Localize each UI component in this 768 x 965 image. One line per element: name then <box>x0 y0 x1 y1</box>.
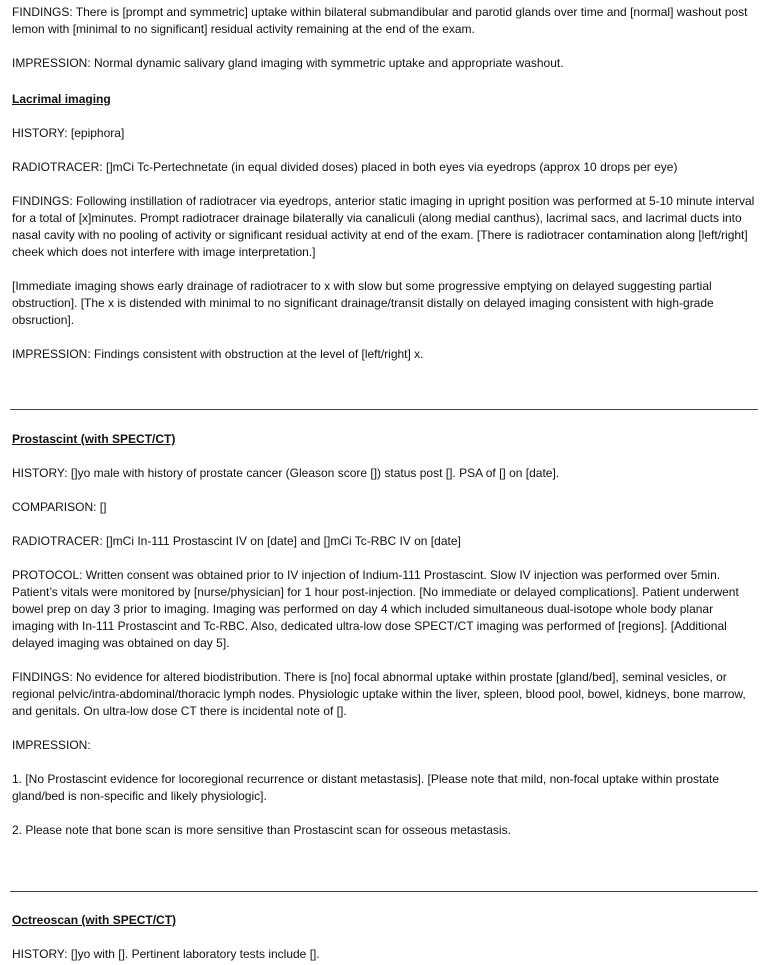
lacrimal-section <box>12 91 758 380</box>
octreoscan-section <box>12 912 758 963</box>
prostascint-heading: Prostascint (with SPECT/CT) <box>12 432 176 446</box>
prostascint-section <box>12 431 758 856</box>
prostascint-impression-label: IMPRESSION: <box>12 738 91 752</box>
prostascint-comparison: COMPARISON: [] <box>12 500 107 514</box>
lacrimal-radiotracer: RADIOTRACER: []mCi Tc-Pertechnetate (in equal divided doses) placed in both eyes via eyedrops (approx 10 drops per eye) <box>12 160 678 174</box>
lacrimal-impression: IMPRESSION: Findings consistent with obstruction at the level of [left/right] x. <box>12 347 424 361</box>
prostascint-radiotracer: RADIOTRACER: []mCi In-111 Prostascint IV on [date] and []mCi Tc-RBC IV on [date] <box>12 534 461 548</box>
prostascint-impression-item-2: 2. Please note that bone scan is more sensitive than Prostascint scan for osseous metastasis. <box>12 823 511 837</box>
salivary-section <box>12 4 758 89</box>
lacrimal-obstruction-note: [Immediate imaging shows early drainage of radiotracer to x with slow but some progressive emptying on delayed suggesting partial obstruction]. [The x is distended with minimal to no significant drainage/transit distally on delayed imaging consistent with high-grade obsruction]. <box>12 279 714 327</box>
prostascint-protocol: PROTOCOL: Written consent was obtained prior to IV injection of Indium-111 Prostascint. Slow IV injection was performed over 5min. Patient’s vitals were monitored by [nurse/physician] for 1 hour post-injection. [No immediate or delayed complications]. Patient underwent bowel prep on day 3 prior to imaging. Imaging was performed on day 4 which included simultaneous dual-isotope whole body planar imaging with In-111 Prostascint and Tc-RBC. Also, dedicated ultra-low dose SPECT/CT imaging was performed of [regions]. [Additional delayed imaging was obtained on day 5]. <box>12 568 739 650</box>
octreoscan-history: HISTORY: []yo with []. Pertinent laboratory tests include []. <box>12 947 320 961</box>
lacrimal-history: HISTORY: [epiphora] <box>12 126 125 140</box>
lacrimal-heading: Lacrimal imaging <box>12 92 111 106</box>
section-divider <box>10 409 758 410</box>
section-divider <box>10 891 758 892</box>
prostascint-findings: FINDINGS: No evidence for altered biodistribution. There is [no] focal abnormal uptake within prostate [gland/bed], seminal vesicles, or regional pelvic/intra-abdominal/thoracic lymph nodes. Physiologic uptake within the liver, spleen, blood pool, bowel, kidneys, bone marrow, and genitals. On ultra-low dose CT there is incidental note of []. <box>12 670 746 718</box>
salivary-findings: FINDINGS: There is [prompt and symmetric] uptake within bilateral submandibular and parotid glands over time and [normal] washout post lemon with [minimal to no significant] residual activity remaining at the end of the exam. <box>12 5 748 36</box>
prostascint-impression-item-1: 1. [No Prostascint evidence for locoregional recurrence or distant metastasis]. [Please note that mild, non-focal uptake within prostate gland/bed is non-specific and likely physiologic]. <box>12 772 720 803</box>
prostascint-history: HISTORY: []yo male with history of prostate cancer (Gleason score []) status post []. PSA of [] on [date]. <box>12 466 560 480</box>
lacrimal-findings: FINDINGS: Following instillation of radiotracer via eyedrops, anterior static imaging in upright position was performed at 5-10 minute interval for a total of [x]minutes. Prompt radiotracer drainage bilaterally via canaliculi (along medial canthus), lacrimal sacs, and lacrimal ducts into nasal cavity with no pooling of activity or significant residual activity at end of the exam. [There is radiotracer contamination along [left/right] cheek which does not interfere with image interpretation.] <box>12 194 755 259</box>
salivary-impression: IMPRESSION: Normal dynamic salivary gland imaging with symmetric uptake and appropriate washout. <box>12 56 564 70</box>
octreoscan-heading: Octreoscan (with SPECT/CT) <box>12 913 177 927</box>
